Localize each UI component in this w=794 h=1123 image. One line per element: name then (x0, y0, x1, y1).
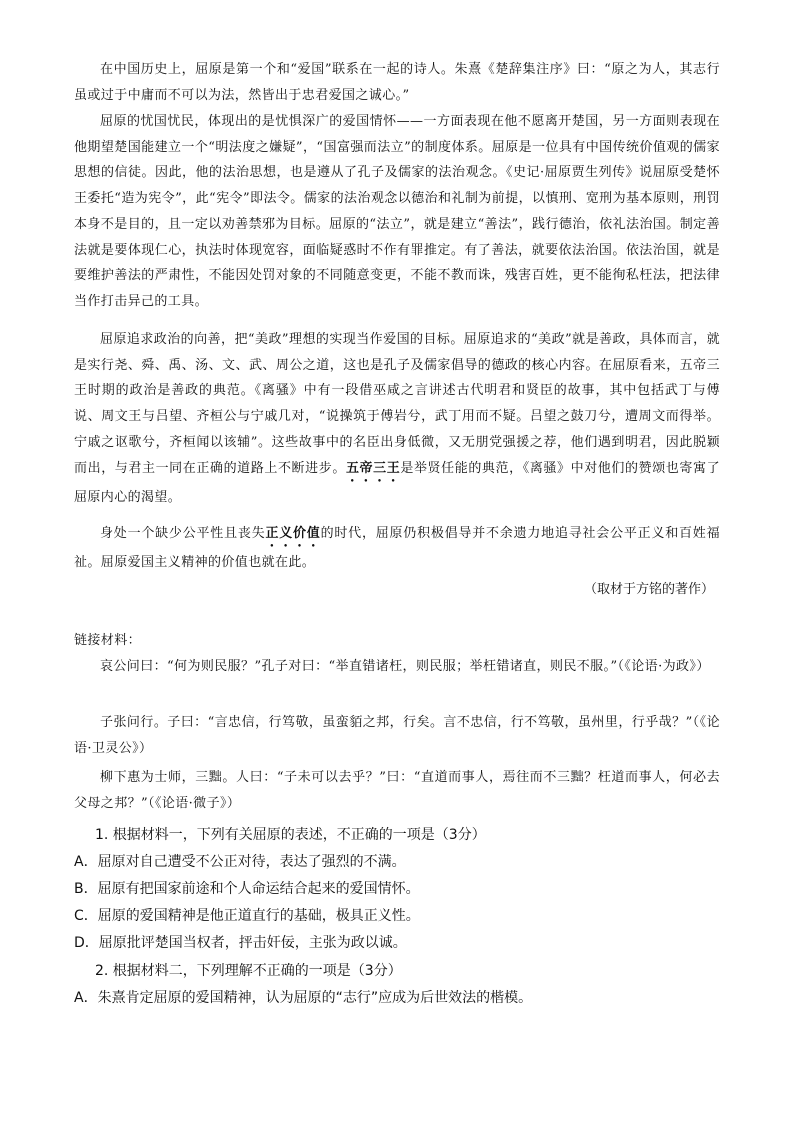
question-2-stem: 2. 根据材料二，下列理解不正确的一项是（3分） (95, 963, 402, 979)
article-paragraph-4-text-a: 身处一个缺少公平性且丧失 (100, 526, 266, 541)
article-paragraph-3-text-b: 是举贤任能的典范，《离骚》中对他们的赞颂也寄寓了屈原内心的渴望。 (74, 460, 720, 505)
link-material-1: 哀公问曰：“何为则民服？”孔子对曰：“举直错诸枉，则民服；举枉错诸直，则民不服。”（《论语·为政》） (100, 659, 710, 674)
question-1-option-c: C．屈原的爱国精神是他正道直行的基础，极具正义性。 (74, 908, 420, 924)
question-1-option-a: A．屈原对自己遭受不公正对待，表达了强烈的不满。 (74, 854, 406, 870)
emphasis-five-emperors: 五帝三王 (345, 460, 401, 476)
question-1-stem: 1. 根据材料一，下列有关屈原的表述，不正确的一项是（3分） (95, 827, 486, 843)
article-paragraph-2: 屈原的忧国忧民，体现出的是忧惧深广的爱国情怀——一方面表现在他不愿离开楚国，另一方面则表现在他期望楚国能建立一个“明法度之嫌疑”，“国富强而法立”的制度体系。屈原是一位具有中国传统价值观的儒家思想的信徒。因此，他的法治思想，也是遵从了孔子及儒家的法治观念。《史记·屈原贾生列传》说屈原受楚怀王委托“造为宪令”，此“宪令”即法令。儒家的法治观念以德治和礼制为前提，以慎刑、宽刑为基本原则，刑罚本身不是目的，且一定以劝善禁邪为目标。屈原的“法立”，就是建立“善法”，践行德治，依礼法治国。制定善法就是要体现仁心，执法时体现宽容，面临疑惑时不作有罪推定。有了善法，就要依法治国。依法治国，就是要维护善法的严肃性，不能因处罚对象的不同随意变更，不能不教而诛，残害百姓，更不能徇私枉法，把法律当作打击异己的工具。 (74, 114, 720, 309)
link-material-3: 柳下惠为士师，三黜。人曰：“子未可以去乎？”曰：“直道而事人，焉往而不三黜？枉道而事人，何必去父母之邦？”（《论语·微子》） (74, 770, 720, 811)
article-paragraph-4-text-b: 的时代，屈原仍积极倡导并不余遗力地追寻社会公平正义和百姓福祉。屈原爱国主义精神的价值也就在此。 (74, 526, 720, 570)
article-paragraph-4 (74, 521, 720, 576)
source-attribution: （取材于方铭的著作） (583, 582, 714, 597)
article-paragraph-3-text-a: 屈原追求政治的向善，把“美政”理想的实现当作爱国的目标。屈原追求的“美政”就是善政，具体而言，就是实行尧、舜、禹、汤、文、武、周公之道，这也是孔子及儒家倡导的德政的核心内容。在屈原看来，五帝三王时期的政治是善政的典范。《离骚》中有一段借巫咸之言讲述古代明君和贤臣的故事，其中包括武丁与傅说、周文王与吕望、齐桓公与宁戚几对，“说操筑于傅岩兮，武丁用而不疑。吕望之鼓刀兮，遭周文而得举。宁戚之讴歌兮，齐桓闻以该辅”。这些故事中的名臣出身低微，又无朋党强援之荐，他们遇到明君，因此脱颖而出，与君主一同在正确的道路上不断进步。 (74, 332, 720, 476)
link-material-2: 子张问行。子曰：“言忠信，行笃敬，虽蛮貊之邦，行矣。言不忠信，行不笃敬，虽州里，行乎哉？”（《论语·卫灵公》） (74, 715, 720, 756)
question-1-option-d: D．屈原批评楚国当权者，抨击奸佞，主张为政以诚。 (74, 935, 407, 951)
article-paragraph-3 (74, 327, 720, 510)
links-heading: 链接材料： (74, 633, 142, 648)
question-2-option-a: A．朱熹肯定屈原的爱国精神，认为屈原的“志行”应成为后世效法的楷模。 (74, 990, 533, 1006)
article-paragraph-1: 在中国历史上，屈原是第一个和“爱国”联系在一起的诗人。朱熹《楚辞集注序》曰：“原之为人，其志行虽或过于中庸而不可以为法，然皆出于忠君爱国之诚心。” (74, 62, 720, 103)
emphasis-justice-value: 正义价值 (265, 526, 321, 541)
question-1-option-b: B．屈原有把国家前途和个人命运结合起来的爱国情怀。 (74, 881, 420, 897)
